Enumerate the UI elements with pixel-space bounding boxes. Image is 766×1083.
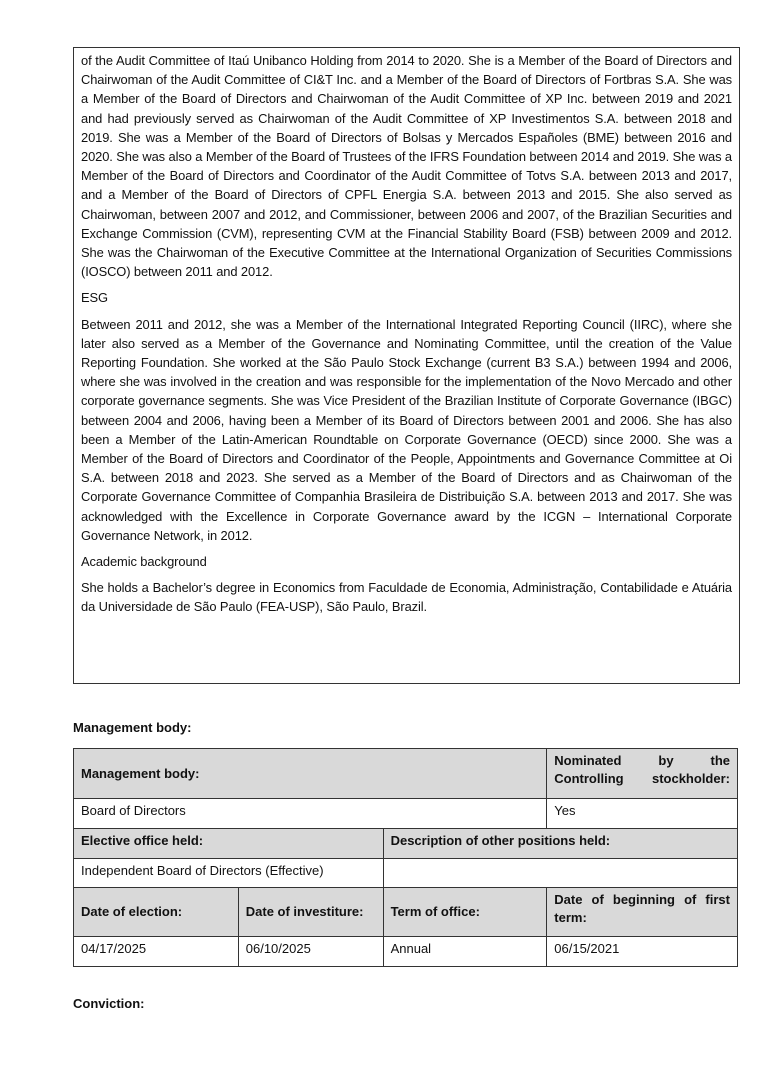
bio-heading-esg: ESG	[81, 290, 108, 306]
management-body-value: Board of Directors	[74, 799, 547, 829]
first-term-value: 06/15/2021	[547, 937, 738, 967]
bio-paragraph-esg: Between 2011 and 2012, she was a Member of the International Integrated Reporting Council (IIRC), where she later also served as a Member of the Governance and Nominating Committee, until the creation of the Value Reporting Foundation. She worked at the São Paulo Stock Exchange (current B3 S.A.) between 1994 and 2006, where she was involved in the creation and was responsible for the implementation of the Novo Mercado and other corporate governance segments. She was Vice President of the Brazilian Institute of Corporate Governance (IBGC) between 2004 and 2006, having been a Member of its Board of Directors between 2001 and 2006. She has also been a Member of the Latin-American Roundtable on Corporate Governance (OECD) since 2000. She was a Member of the Board of Directors and Coordinator of the People, Appointments and Governance Committee at Oi S.A. between 2018 and 2023. She served as a Member of the Board of Directors and as Chairwoman of the Corporate Governance Committee of Companhia Brasileira de Distribuição S.A. between 2013 and 2017. She was acknowledged with the Excellence in Corporate Governance award by the ICGN – International Corporate Governance Network, in 2012.	[81, 316, 732, 543]
other-positions-label: Description of other positions held:	[383, 829, 737, 859]
nominated-label: Nominated by the Controlling stockholder:	[547, 749, 738, 799]
biography-box	[73, 47, 740, 684]
elective-office-value: Independent Board of Directors (Effective)	[74, 859, 384, 888]
term-value: Annual	[383, 937, 547, 967]
date-investiture-label: Date of investiture:	[238, 888, 383, 937]
bio-paragraph-academic: She holds a Bachelor’s degree in Economics from Faculdade de Economia, Administração, Contabilidade e Atuária da Universidade de São Paulo (FEA-USP), São Paulo, Brazil.	[81, 580, 732, 615]
bio-paragraph-career: of the Audit Committee of Itaú Unibanco Holding from 2014 to 2020. She is a Member of the Board of Directors and Chairwoman of the Audit Committee of CI&T Inc. and a Member of the Board of Directors of Fortbras S.A. She was a Member of the Board of Directors and Chairwoman of the Audit Committee of XP Inc. between 2019 and 2021 and had previously served as Chairwoman of the Audit Committee of XP Investimentos S.A. between 2018 and 2019. She was a Member of the Board of Directors of Bolsas y Mercados Españoles (BME) between 2016 and 2020. She was also a Member of the Board of Trustees of the IFRS Foundation between 2014 and 2019. She was a Member of the Board of Directors and Coordinator of the Audit Committee of Totvs S.A. between 2013 and 2017, and a Member of the Board of Directors of CPFL Energia S.A. between 2013 and 2015. She also served as Chairwoman, between 2007 and 2012, and Commissioner, between 2006 and 2007, of the Brazilian Securities and Exchange Commission (CVM), representing CVM at the Financial Stability Board (FSB) between 2009 and 2012. She was the Chairwoman of the Executive Committee at the International Organization of Securities Commissions (IOSCO) between 2011 and 2012.	[81, 53, 732, 280]
nominated-value: Yes	[547, 799, 738, 829]
management-body-heading: Management body:	[73, 720, 192, 735]
management-body-label: Management body:	[74, 749, 547, 799]
term-label: Term of office:	[383, 888, 547, 937]
bio-heading-academic: Academic background	[81, 554, 207, 570]
date-election-value: 04/17/2025	[74, 937, 239, 967]
other-positions-value	[383, 859, 737, 888]
elective-office-label: Elective office held:	[74, 829, 384, 859]
date-investiture-value: 06/10/2025	[238, 937, 383, 967]
conviction-heading: Conviction:	[73, 996, 145, 1011]
date-election-label: Date of election:	[74, 888, 239, 937]
management-body-table	[73, 748, 738, 967]
first-term-label: Date of beginning of first term:	[547, 888, 738, 937]
